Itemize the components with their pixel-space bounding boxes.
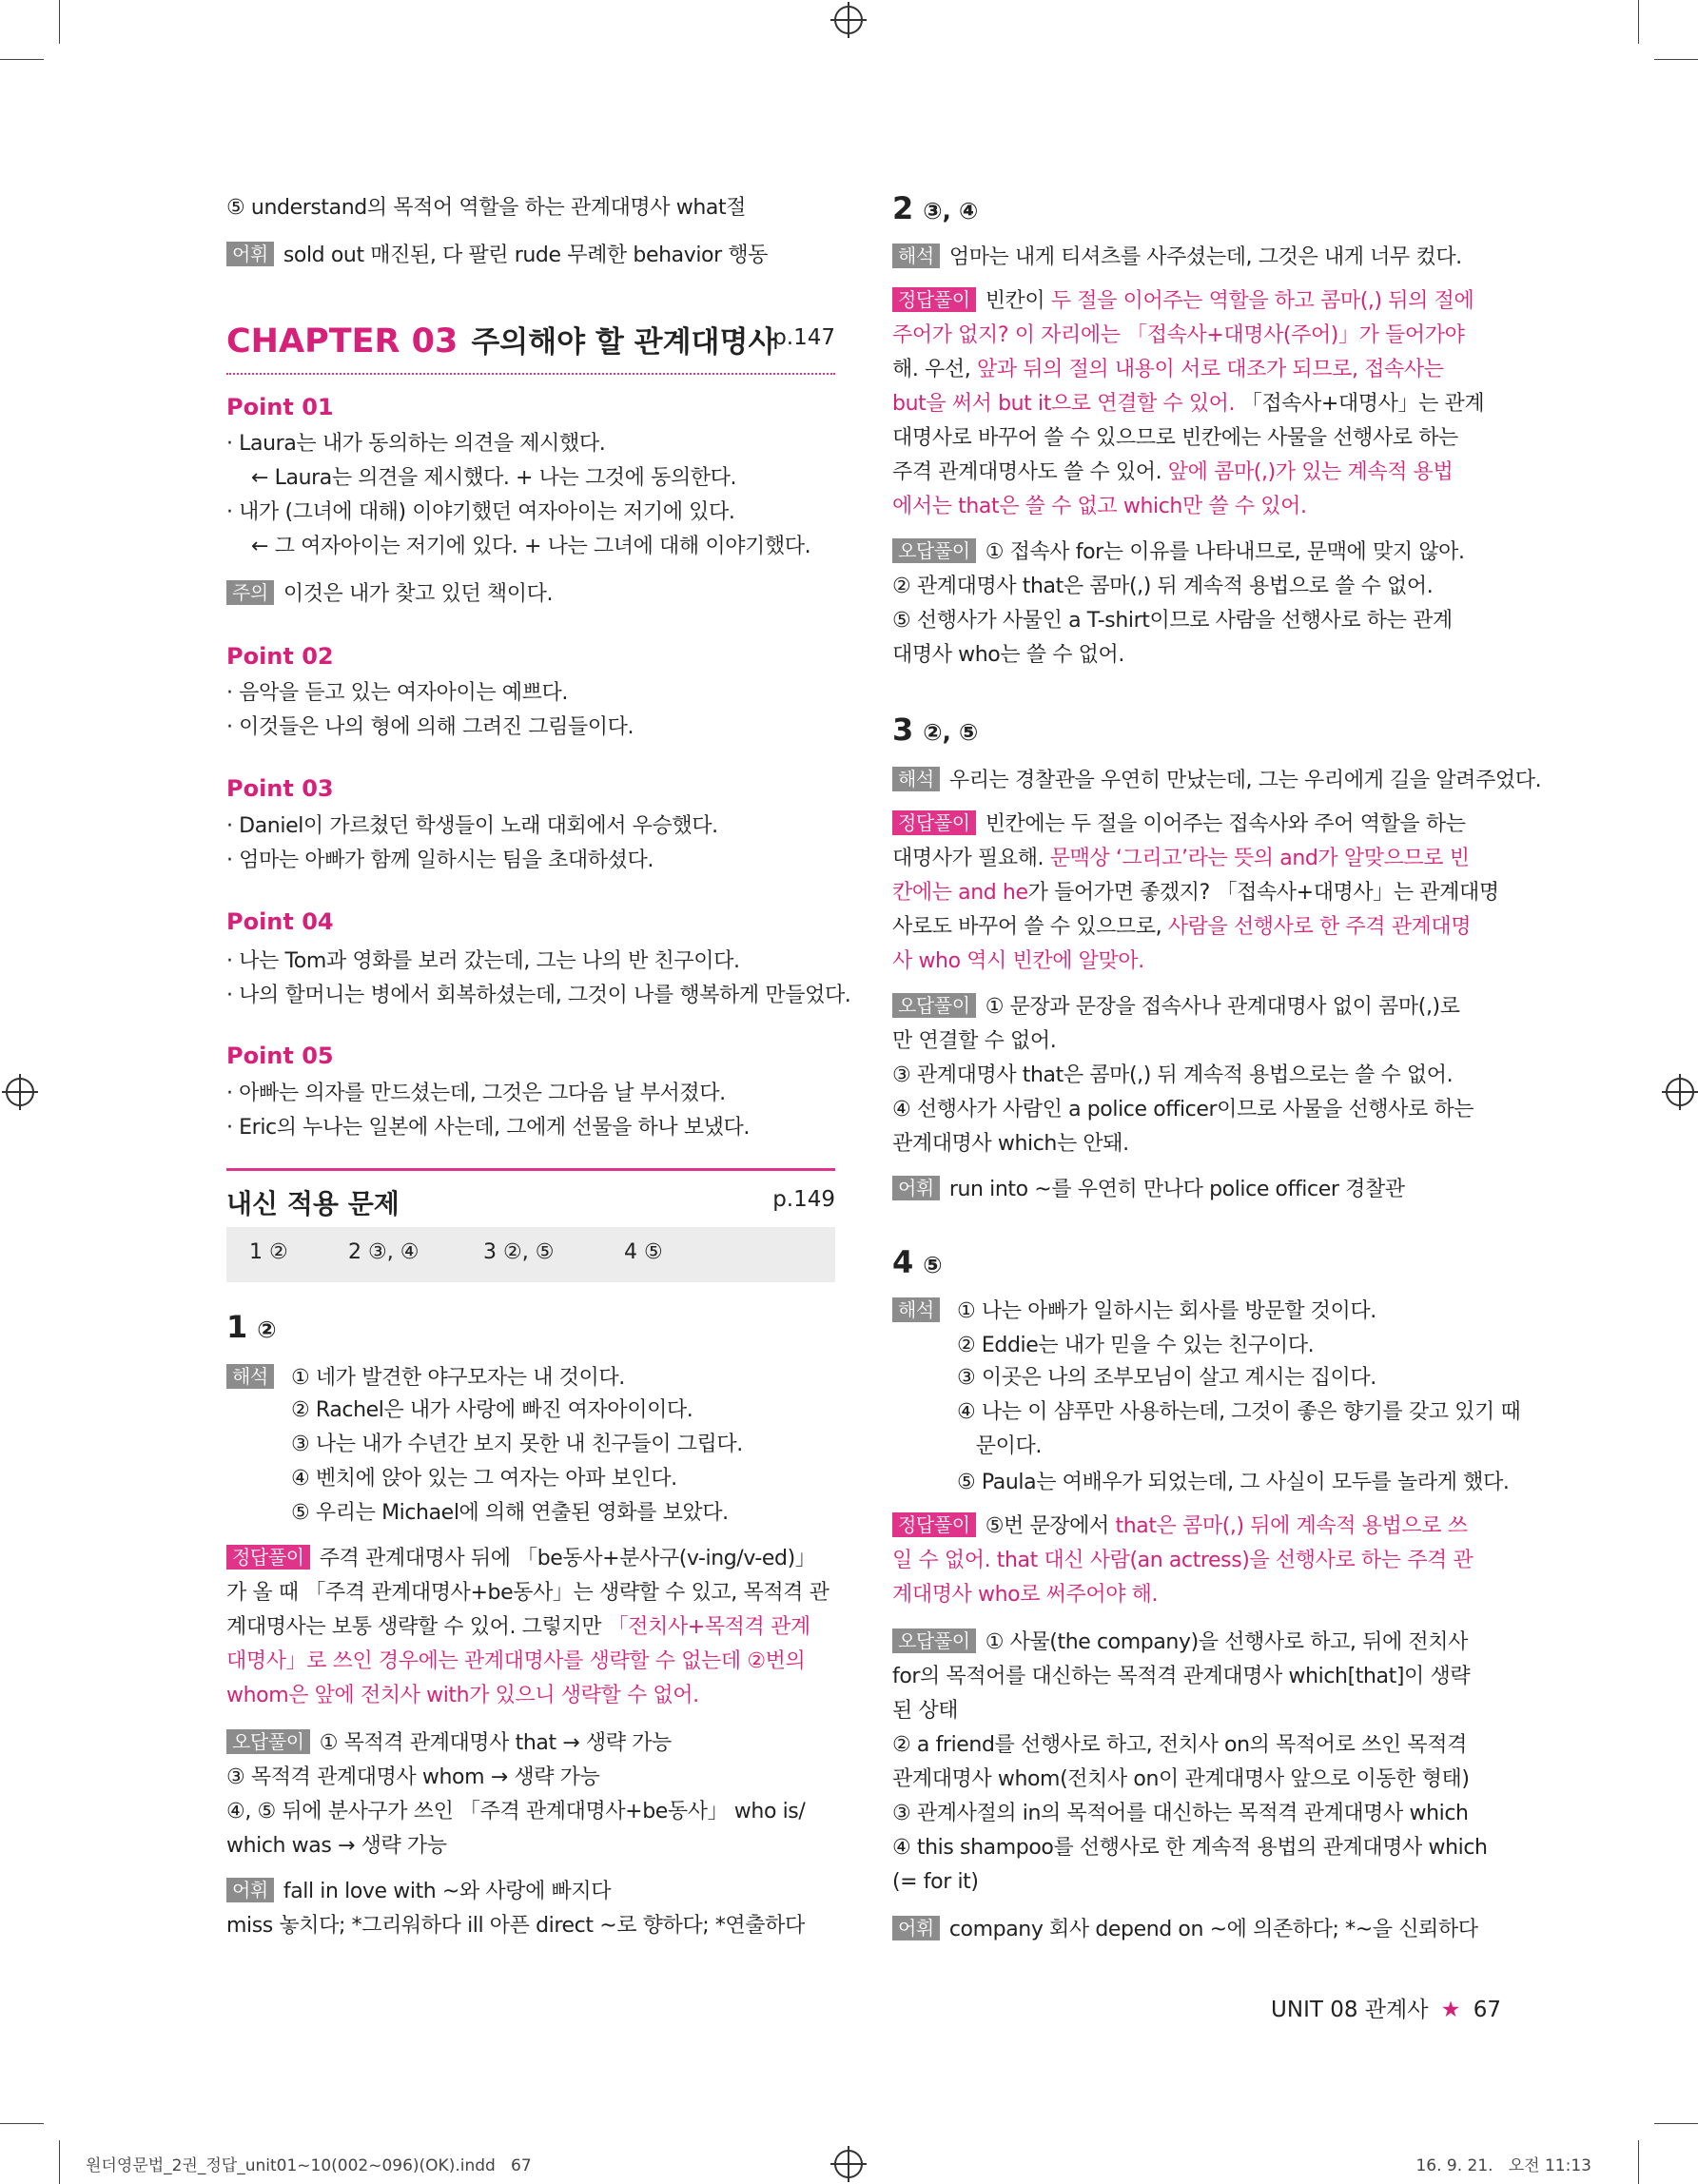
wrong-answer-line: 관계대명사 whom(전치사 on이 관계대명사 앞으로 이동한 형태) — [892, 1767, 1470, 1791]
highlight-text: 사 who 역시 빈칸에 알맞아. — [892, 949, 1144, 973]
vocab-text: run into ~를 우연히 만나다 police officer 경찰관 — [948, 1178, 1405, 1201]
body-text: 대명사로 바꾸어 쓸 수 있으므로 빈칸에는 사물을 선행사로 하는 — [892, 426, 1458, 450]
point-line: · Daniel이 가르쳤던 학생들이 노래 대회에서 우승했다. — [226, 814, 718, 838]
rich-line — [986, 289, 1474, 313]
solution-line — [892, 424, 1458, 453]
solution-line — [892, 356, 1444, 384]
tag-vocab: 어휘 — [892, 1916, 940, 1940]
solution-line — [226, 1613, 810, 1642]
question-num: 3 — [892, 712, 914, 748]
highlight-text: but을 써서 but it으로 연결할 수 있어. — [892, 392, 1236, 416]
question-number — [892, 190, 978, 226]
tag-wrong-answer: 오답풀이 — [892, 993, 976, 1018]
vocab-line — [892, 1176, 1405, 1204]
body-text: 가 올 때 「주격 관계대명사+be동사」는 생략할 수 있고, 목적격 관 — [226, 1581, 829, 1605]
tag-solution: 정답풀이 — [892, 1512, 976, 1537]
crop-mark — [1638, 2140, 1639, 2184]
chapter-heading — [226, 318, 776, 361]
question-answer: ③, ④ — [923, 198, 979, 224]
question-number — [892, 712, 978, 748]
wrong-answer-line: 대명사 who는 쓸 수 없어. — [892, 643, 1124, 667]
highlight-text: 앞에 콤마(,)가 있는 계속적 용법 — [1167, 460, 1454, 484]
chapter-title: 주의해야 할 관계대명사 — [471, 325, 777, 360]
question-number — [892, 1244, 943, 1280]
point-title: Point 03 — [226, 775, 334, 802]
translation-line — [892, 244, 1462, 272]
tag-solution: 정답풀이 — [226, 1545, 310, 1570]
wrong-answer-text: ① 사물(the company)을 선행사로 하고, 뒤에 전치사 — [985, 1630, 1468, 1654]
body-text: 대명사가 필요해. — [892, 847, 1050, 870]
solution-line — [892, 390, 1484, 419]
highlight-text: that은 콤마(,) 뒤에 계속적 용법으로 쓰 — [1115, 1514, 1468, 1538]
tag-wrong-answer: 오답풀이 — [892, 1628, 976, 1653]
crop-mark — [1654, 2123, 1698, 2124]
point-line: · Eric의 누나는 일본에 사는데, 그에게 선물을 하나 보냈다. — [226, 1116, 750, 1140]
solution-line — [892, 458, 1453, 487]
slug-file: 원더영문법_2권_정답_unit01~10(002~096)(OK).indd 67 — [86, 2156, 532, 2175]
wrong-answer-line: ② a friend를 선행사로 하고, 전치사 on의 목적어로 쓰인 목적격 — [892, 1733, 1467, 1757]
section-page: p.149 — [772, 1187, 835, 1212]
highlight-text: 에서는 that은 쓸 수 없고 which만 쓸 수 있어. — [892, 495, 1307, 518]
wrong-answer-line: 만 연결할 수 없어. — [892, 1029, 1057, 1053]
crop-mark — [59, 0, 60, 44]
point-line: · 나는 Tom과 영화를 보러 갔는데, 그는 나의 반 친구이다. — [226, 949, 740, 973]
wrong-answer-line — [892, 1628, 1468, 1657]
tag-vocab: 어휘 — [226, 1878, 274, 1902]
body-text: 사로도 바꾸어 쓸 수 있으므로, — [892, 915, 1168, 939]
highlight-text: 대명사」로 쓰인 경우에는 관계대명사를 생략할 수 없는데 ②번의 — [226, 1649, 806, 1673]
solution-line — [892, 1547, 1473, 1575]
translation-line: ① 나는 아빠가 일하시는 회사를 방문할 것이다. — [957, 1299, 1376, 1323]
body-text: 「접속사+대명사」는 관계 — [1235, 392, 1485, 416]
point-line: · 나의 할머니는 병에서 회복하셨는데, 그것이 나를 행복하게 만들었다. — [226, 984, 851, 1007]
vocab-line — [226, 1878, 611, 1906]
wrong-answer-line — [226, 1729, 672, 1758]
highlight-text: 사람을 선행사로 한 주격 관계대명 — [1167, 915, 1472, 939]
point-title: Point 05 — [226, 1043, 334, 1069]
solution-line — [892, 947, 1144, 976]
point-line: · 음악을 듣고 있는 여자아이는 예쁘다. — [226, 681, 568, 705]
solution-line — [892, 322, 1464, 350]
wrong-answer-line: ④, ⑤ 뒤에 분사구가 쓰인 「주격 관계대명사+be동사」 who is/ — [226, 1800, 806, 1823]
wrong-answer-line — [892, 993, 1460, 1022]
chapter-label: CHAPTER 03 — [226, 322, 459, 361]
body-text: 빈칸이 — [985, 289, 1051, 313]
body-text: 계대명사는 보통 생략할 수 있어. 그렇지만 — [226, 1615, 608, 1639]
highlight-text: 두 절을 이어주는 역할을 하고 콤마(,) 뒤의 절에 — [1050, 289, 1474, 313]
solution-line — [892, 810, 1466, 839]
solution-line — [892, 493, 1307, 521]
wrong-answer-line: ④ this shampoo를 선행사로 한 계속적 용법의 관계대명사 which — [892, 1836, 1488, 1860]
wrong-answer-line: 된 상태 — [892, 1699, 959, 1723]
question-answer: ② — [257, 1316, 277, 1343]
answer-key-item: 1 ② — [249, 1240, 288, 1264]
registration-mark-icon — [1666, 1078, 1694, 1106]
registration-mark-icon — [6, 1078, 34, 1106]
wrong-answer-line: ⑤ 선행사가 사물인 a T-shirt이므로 사람을 선행사로 하는 관계 — [892, 609, 1453, 633]
wrong-answer-line: ④ 선행사가 사람인 a police officer이므로 사물을 선행사로 하는 — [892, 1098, 1474, 1121]
wrong-answer-line: 관계대명사 which는 안돼. — [892, 1132, 1129, 1156]
rich-line — [320, 1547, 816, 1570]
question-answer: ②, ⑤ — [923, 719, 979, 746]
point-line: · Laura는 내가 동의하는 의견을 제시했다. — [226, 432, 606, 456]
wrong-answer-line: (= for it) — [892, 1870, 979, 1894]
chapter-page: p.147 — [772, 325, 835, 350]
top-line: ⑤ understand의 목적어 역할을 하는 관계대명사 what절 — [226, 196, 747, 220]
wrong-answer-line: ③ 목적격 관계대명사 whom → 생략 가능 — [226, 1765, 600, 1789]
solution-line — [892, 1512, 1468, 1541]
section-title: 내신 적용 문제 — [226, 1188, 400, 1219]
vocab-text: company 회사 depend on ~에 의존하다; *~을 신뢰하다 — [948, 1918, 1478, 1941]
wrong-answer-line: which was → 생략 가능 — [226, 1834, 447, 1858]
body-text: ⑤번 문장에서 — [985, 1514, 1116, 1538]
caution-text: 이것은 내가 찾고 있던 책이다. — [283, 582, 554, 606]
body-text: 빈칸에는 두 절을 이어주는 접속사와 주어 역할을 하는 — [985, 812, 1466, 836]
wrong-answer-line: ③ 관계대명사 that은 콤마(,) 뒤 계속적 용법으로는 쓸 수 없어. — [892, 1063, 1454, 1087]
tag-solution: 정답풀이 — [892, 810, 976, 835]
solution-line — [226, 1648, 805, 1676]
crop-mark — [1654, 59, 1698, 60]
answer-key-item: 2 ③, ④ — [348, 1240, 420, 1264]
crop-mark — [1638, 0, 1639, 44]
translation-line: ③ 이곳은 나의 조부모님이 살고 계시는 집이다. — [957, 1366, 1376, 1390]
highlight-text: 문맥상 ‘그리고’라는 뜻의 and가 알맞으므로 빈 — [1049, 847, 1470, 870]
wrong-answer-line: for의 목적어를 대신하는 목적격 관계대명사 which[that]이 생략 — [892, 1665, 1471, 1688]
tag-caution: 주의 — [226, 580, 274, 605]
question-num: 4 — [892, 1244, 914, 1280]
question-num: 1 — [226, 1309, 248, 1345]
solution-line — [226, 1579, 829, 1608]
highlight-text: whom은 앞에 전치사 with가 있으니 생략할 수 없어. — [226, 1684, 699, 1707]
page-number: 67 — [1473, 1998, 1501, 2022]
question-num: 2 — [892, 190, 914, 226]
tag-vocab: 어휘 — [892, 1176, 940, 1200]
translation-line: ⑤ 우리는 Michael에 의해 연출된 영화를 보았다. — [291, 1501, 729, 1525]
wrong-answer-line: ② 관계대명사 that은 콤마(,) 뒤 계속적 용법으로 쓸 수 없어. — [892, 575, 1434, 598]
translation-line: ① 네가 발견한 야구모자는 내 것이다. — [291, 1366, 625, 1390]
tag-wrong-answer: 오답풀이 — [892, 538, 976, 563]
translation-text: 엄마는 내게 티셔츠를 사주셨는데, 그것은 내게 너무 컸다. — [948, 245, 1462, 269]
highlight-text: 「전치사+목적격 관계 — [607, 1615, 810, 1639]
tag-vocab: 어휘 — [226, 242, 274, 266]
solution-line — [892, 879, 1499, 907]
star-icon: ★ — [1440, 1998, 1461, 2022]
answer-key-item: 4 ⑤ — [624, 1240, 663, 1264]
tag-translation: 해석 — [892, 767, 940, 791]
caution-note — [226, 580, 553, 609]
vocab-line: miss 놓치다; *그리워하다 ill 아픈 direct ~로 향하다; *연출하다 — [226, 1914, 805, 1938]
point-line: · 내가 (그녀에 대해) 이야기했던 여자아이는 저기에 있다. — [226, 500, 735, 524]
chapter-divider — [226, 373, 835, 375]
highlight-text: 주어가 없지? 이 자리에는 「접속사+대명사(주어)」가 들어가야 — [892, 323, 1465, 347]
page-footer — [1271, 1992, 1501, 2023]
highlight-text: 앞과 뒤의 절의 내용이 서로 대조가 되므로, 접속사는 — [976, 358, 1444, 381]
translation-text: 우리는 경찰관을 우연히 만났는데, 그는 우리에게 길을 알려주었다. — [948, 769, 1542, 792]
wrong-answer-text: ① 문장과 문장을 접속사나 관계대명사 없이 콤마(,)로 — [985, 995, 1460, 1019]
point-line: · 엄마는 아빠가 함께 일하시는 팀을 초대하셨다. — [226, 848, 654, 872]
translation-line: ④ 나는 이 샴푸만 사용하는데, 그것이 좋은 향기를 갖고 있기 때 — [957, 1400, 1521, 1424]
translation-block — [892, 1297, 949, 1326]
registration-mark-icon — [834, 6, 863, 34]
solution-line — [226, 1545, 815, 1573]
tag-translation: 해석 — [226, 1364, 274, 1389]
tag-translation: 해석 — [892, 244, 940, 268]
vocab-line — [892, 1916, 1478, 1944]
question-answer: ⑤ — [923, 1252, 943, 1278]
slug-date: 16. 9. 21. 오전 11:13 — [1415, 2156, 1591, 2175]
point-title: Point 04 — [226, 908, 334, 935]
translation-line: ④ 벤치에 앉아 있는 그 여자는 아파 보인다. — [291, 1467, 677, 1491]
solution-line — [226, 1682, 699, 1710]
registration-mark-icon — [834, 2150, 863, 2178]
tag-solution: 정답풀이 — [892, 287, 976, 312]
point-title: Point 01 — [226, 394, 334, 420]
question-number — [226, 1309, 277, 1345]
crop-mark — [0, 2123, 44, 2124]
solution-line — [892, 845, 1470, 873]
body-text: 가 들어가면 좋겠지? 「접속사+대명사」는 관계대명 — [1027, 881, 1499, 905]
highlight-text: 계대명사 who로 써주어야 해. — [892, 1583, 1159, 1607]
unit-label: UNIT 08 관계사 — [1271, 1998, 1429, 2022]
crop-mark — [59, 2140, 60, 2184]
rich-line — [986, 1514, 1468, 1538]
translation-line — [892, 767, 1541, 795]
solution-line — [892, 913, 1471, 942]
translation-line: ③ 나는 내가 수년간 보지 못한 내 친구들이 그립다. — [291, 1433, 743, 1456]
point-line: ← Laura는 의견을 제시했다. + 나는 그것에 동의한다. — [251, 466, 737, 490]
vocab-text: sold out 매진된, 다 팔린 rude 무례한 behavior 행동 — [283, 244, 769, 267]
answer-key-box — [226, 1227, 835, 1282]
translation-line: 문이다. — [957, 1434, 1042, 1458]
point-title: Point 02 — [226, 643, 334, 670]
vocab-top — [226, 242, 768, 270]
body-text: 주격 관계대명사 뒤에 「be동사+분사구(v-ing/v-ed)」 — [319, 1547, 816, 1570]
wrong-answer-text: ① 접속사 for는 이유를 나타내므로, 문맥에 맞지 않아. — [985, 540, 1465, 564]
wrong-answer-line: ③ 관계사절의 in의 목적어를 대신하는 목적격 관계대명사 which — [892, 1802, 1469, 1825]
rich-line — [986, 812, 1466, 836]
solution-line — [892, 1581, 1158, 1609]
translation-block — [226, 1364, 283, 1393]
highlight-text: 일 수 없어. that 대신 사람(an actress)을 선행사로 하는 주격 관 — [892, 1549, 1474, 1572]
answer-key-item: 3 ②, ⑤ — [483, 1240, 555, 1264]
tag-translation: 해석 — [892, 1297, 940, 1322]
translation-line: ② Eddie는 내가 믿을 수 있는 친구이다. — [957, 1334, 1315, 1357]
tag-wrong-answer: 오답풀이 — [226, 1729, 310, 1754]
crop-mark — [0, 59, 44, 60]
point-line: · 아빠는 의자를 만드셨는데, 그것은 그다음 날 부서졌다. — [226, 1082, 726, 1105]
body-text: 해. 우선, — [892, 358, 977, 381]
highlight-text: 칸에는 and he — [892, 881, 1028, 905]
point-line: · 이것들은 나의 형에 의해 그려진 그림들이다. — [226, 715, 634, 739]
point-line: ← 그 여자아이는 저기에 있다. + 나는 그녀에 대해 이야기했다. — [251, 535, 811, 558]
solution-line — [892, 287, 1474, 316]
wrong-answer-line — [892, 538, 1465, 567]
body-text: 주격 관계대명사도 쓸 수 있어. — [892, 460, 1168, 484]
wrong-answer-text: ① 목적격 관계대명사 that → 생략 가능 — [319, 1731, 672, 1755]
translation-line: ② Rachel은 내가 사랑에 빠진 여자아이이다. — [291, 1398, 693, 1422]
vocab-text: fall in love with ~와 사랑에 빠지다 — [283, 1880, 612, 1903]
translation-line: ⑤ Paula는 여배우가 되었는데, 그 사실이 모두를 놀라게 했다. — [957, 1471, 1510, 1494]
section-divider — [226, 1168, 835, 1171]
